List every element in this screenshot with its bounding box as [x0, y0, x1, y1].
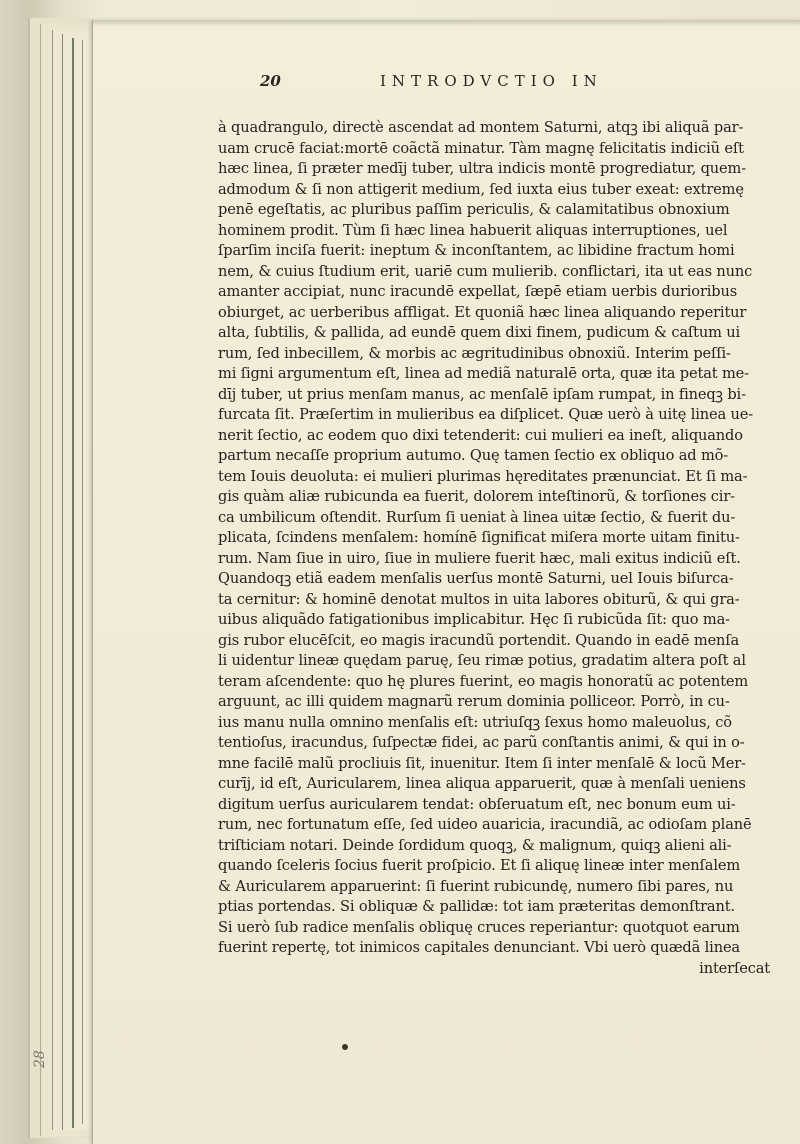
text-line: arguunt, ac illi quidem magnarũ rerum dominia polliceor. Porrò, in cu- — [218, 693, 730, 710]
text-line: obiurget, ac uerberibus affligat. Et quoniã hæc linea aliquando reperitur — [218, 303, 747, 321]
text-line: rum. Nam ſiue in uiro, ſiue in muliere fuerit hæc, mali exitus indiciũ eſt. — [218, 549, 741, 567]
text-line: ta cernitur: & hominē denotat multos in uita labores obiturũ, & qui gra- — [218, 590, 740, 608]
text-line: triſticiam notari. Deinde ſordidum quoqꝫ, & malignum, quiqꝫ alieni ali- — [218, 836, 732, 854]
text-line: partum necaſſe proprium autumo. Quę tamen ſectio ex obliquo ad mõ- — [218, 447, 729, 464]
text-line: mne facilē malũ procliuis ſit, inuenitur. Item ſi inter menſalē & locũ Mer- — [218, 754, 746, 772]
text-line: gis rubor elucēſcit, eo magis iracundũ portendit. Quando in eadē menſa — [218, 631, 740, 649]
text-line: interſecat — [699, 959, 770, 977]
text-line: plicata, ſcindens menſalem: homínē ſignificat miſera morte uitam finitu- — [218, 529, 740, 546]
text-line: digitum uerſus auricularem tendat: obſeruatum eſt, nec bonum eum ui- — [218, 795, 736, 813]
text-line: ius manu nulla omnino menſalis eſt: utriuſqꝫ ſexus homo maleuolus, cõ — [218, 713, 732, 731]
ink-dot — [342, 1044, 348, 1050]
text-line: ſparſim inciſa fuerit: ineptum & inconſtantem, ac libidine fractum homi — [218, 242, 735, 259]
text-line: penē egeſtatis, ac pluribus paſſim periculis, & calamitatibus obnoxium — [218, 201, 730, 218]
body-text — [218, 118, 780, 979]
text-line: gis quàm aliæ rubicunda ea fuerit, dolorem inteſtinorũ, & torſiones cir- — [218, 488, 735, 505]
text-line: admodum & ſi non attigerit medium, ſed iuxta eius tuber exeat: extremę — [218, 180, 744, 198]
text-line: nem, & cuius ſtudium erit, uariē cum mulierib. conflictari, ita ut eas nunc — [218, 262, 753, 280]
text-line: rum, nec fortunatum eſſe, ſed uideo auaricia, iracundiã, ac odioſam planē — [218, 816, 752, 833]
text-line: ca umbilicum oſtendit. Rurſum ſi ueniat à linea uitæ ſectio, & fuerit du- — [218, 508, 736, 526]
text-line: nerit ſectio, ac eodem quo dixi tetenderit: cui mulieri ea ineſt, aliquando — [218, 426, 743, 444]
text-line: dīj tuber, ut prius menſam manus, ac menſalē ipſam rumpat, in fineqꝫ bi- — [218, 385, 746, 403]
text-line: tentioſus, iracundus, ſuſpectæ fidei, ac parũ conſtantis animi, & qui in o- — [218, 734, 745, 751]
text-line: quando ſceleris ſocius fuerit proſpicio. Et ſi aliquę lineæ inter menſalem — [218, 857, 741, 874]
text-line: teram aſcendente: quo hę plures fuerint, eo magis honoratũ ac potentem — [218, 672, 749, 690]
text-line: alta, ſubtilis, & pallida, ad eundē quem dixi finem, pudicum & caſtum ui — [218, 324, 741, 341]
text-line: mi ſigni argumentum eſt, linea ad mediã naturalē orta, quæ ita petat me- — [218, 365, 749, 382]
text-line: uam crucē faciat:mortē coãctã minatur. Tàm magnę felicitatis indiciũ eſt — [218, 139, 744, 157]
text-line: fuerint repertę, tot inimicos capitales denunciant. Vbi uerò quædã linea — [218, 939, 740, 956]
margin-note: 28 — [32, 1050, 48, 1068]
page-fold — [93, 20, 800, 26]
text-line: hæc linea, ſi præter medīj tuber, ultra indicis montē progrediatur, quem- — [218, 160, 747, 177]
text-line: à quadrangulo, directè ascendat ad montem Saturni, atqꝫ ibi aliquã par- — [218, 119, 744, 136]
text-line: ptias portendas. Si obliquæ & pallidæ: tot iam præteritas demonſtrant. — [218, 898, 735, 915]
text-line: amanter accipiat, nunc iracundē expellat, ſæpē etiam uerbis durioribus — [218, 283, 738, 300]
page-header — [170, 72, 630, 94]
page-number: 20 — [260, 72, 281, 90]
text-line: tem Iouis deuoluta: ei mulieri plurimas hęreditates prænunciat. Et ſi ma- — [218, 467, 748, 485]
text-line: furcata ſit. Præſertim in mulieribus ea diſplicet. Quæ uerò à uitę linea ue- — [218, 406, 754, 423]
text-line: uibus aliquãdo fatigationibus implicabitur. Hęc ſi rubicũda ſit: quo ma- — [218, 611, 730, 628]
text-line: hominem prodit. Tùm ſi hæc linea habuerit aliquas interruptiones, uel — [218, 221, 728, 239]
text-line: li uidentur lineæ quędam paruę, ſeu rimæ potius, gradatim altera poſt al — [218, 652, 746, 669]
text-line: curīj, id eſt, Auricularem, linea aliqua apparuerit, quæ à menſali ueniens — [218, 775, 746, 792]
text-line: Si uerò ſub radice menſalis obliquę cruces reperiantur: quotquot earum — [218, 918, 740, 936]
text-line: rum, ſed inbecillem, & morbis ac ægritudinibus obnoxiũ. Interim peſſi- — [218, 344, 731, 362]
running-head: INTRODVCTIO IN — [380, 72, 603, 90]
text-line: Quandoqꝫ etiã eadem menſalis uerſus montē Saturni, uel Iouis biſurca- — [218, 570, 734, 587]
text-line: & Auricularem apparuerint: ſi fuerint rubicundę, numero ſibi pares, nu — [218, 877, 734, 895]
